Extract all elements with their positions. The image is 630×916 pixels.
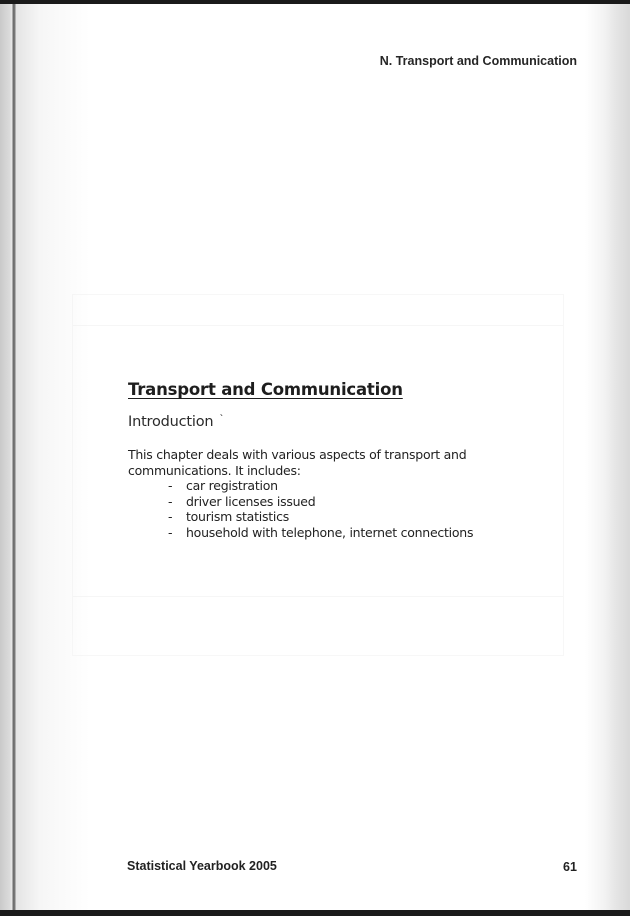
subsection-title-text: Introduction [128,414,214,430]
topic-list [128,478,568,540]
list-item: - household with telephone, internet connections [168,524,474,540]
publication-footer: Statistical Yearbook 2005 [127,859,277,873]
section-title: Transport and Communication [128,380,403,399]
list-item: - driver licenses issued [168,493,316,509]
list-item: - tourism statistics [168,509,289,524]
intro-paragraph: This chapter deals with various aspects of transport and communications. It includes: [128,447,467,478]
page-number: 61 [563,860,577,874]
subsection-title [128,414,224,430]
chapter-header: N. Transport and Communication [379,54,577,68]
stray-mark: ` [219,414,225,425]
intro-body [128,447,568,540]
list-item: - car registration [168,478,278,493]
document-page [0,4,630,910]
